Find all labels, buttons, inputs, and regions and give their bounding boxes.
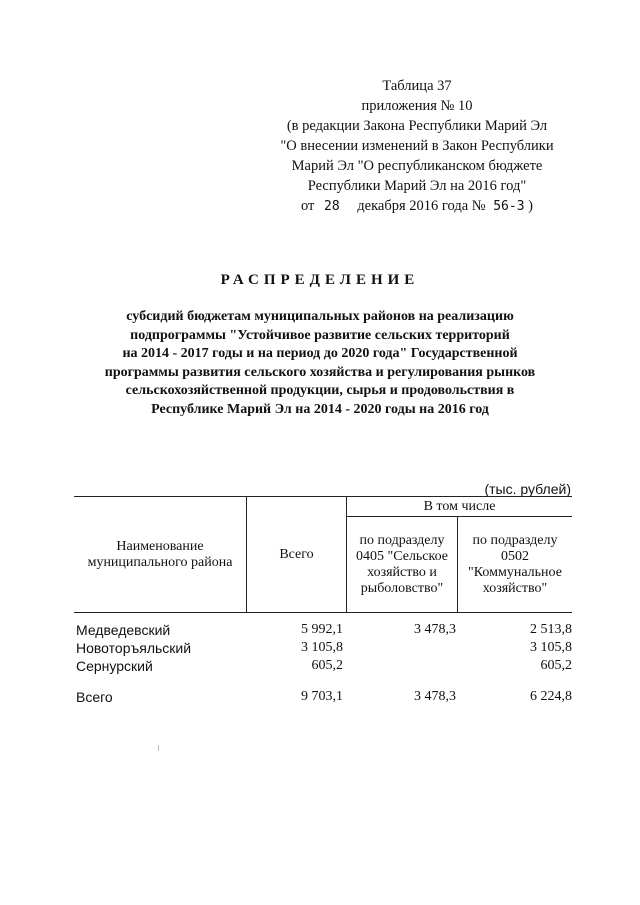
district-name: Новоторъяльский <box>76 640 192 656</box>
scan-mark <box>158 745 159 751</box>
subtitle-line: программы развития сельского хозяйства и регулирования рынков <box>104 364 536 380</box>
subtitle-line: субсидий бюджетам муниципальных районов на реализацию <box>126 309 514 324</box>
appendix-header <box>262 76 572 217</box>
document-title: РАСПРЕДЕЛЕНИЕ <box>220 272 420 288</box>
district-0502: 2 513,8 <box>530 622 572 637</box>
total-label: Всего <box>76 689 113 705</box>
header-line: Республики Марий Эл на 2016 год" <box>307 178 527 194</box>
district-total: 5 992,1 <box>301 622 343 637</box>
header-line: "О внесении изменений в Закон Республики <box>280 138 554 154</box>
header-sub-0405: по подразделу 0405 "Сельское хозяйство и рыболовство" <box>356 533 448 596</box>
header-line: (в редакции Закона Республики Марий Эл <box>286 118 548 134</box>
date-month-year: декабря 2016 года № <box>357 198 486 214</box>
header-line: Марий Эл "О республиканском бюджете <box>291 158 543 174</box>
document-subtitle <box>70 308 570 419</box>
total-0502: 6 224,8 <box>530 689 572 704</box>
subtitle-line: Республике Марий Эл на 2014 - 2020 годы на 2016 год <box>151 401 489 417</box>
header-total: Всего <box>279 546 314 562</box>
total-0405: 3 478,3 <box>414 689 456 704</box>
grand-total: 9 703,1 <box>301 689 343 704</box>
table-row <box>76 622 572 640</box>
district-name: Сернурский <box>76 658 153 674</box>
units-label: (тыс. рублей) <box>484 481 571 497</box>
law-number: 56-З <box>493 199 525 214</box>
subtitle-line: сельскохозяйственной продукции, сырья и продовольствия в <box>125 383 515 398</box>
table-header <box>74 496 572 613</box>
table-total-row <box>76 689 572 707</box>
row-divider <box>346 516 572 517</box>
date-prefix: от <box>300 198 315 214</box>
district-total: 3 105,8 <box>301 640 343 655</box>
header-name: Наименование муниципального района <box>87 538 233 570</box>
table-row <box>76 640 572 658</box>
table-row <box>76 658 572 676</box>
district-0502: 605,2 <box>540 658 572 673</box>
header-sub-0502: по подразделу 0502 "Коммунальное хозяйство" <box>468 533 562 596</box>
header-line: Таблица 37 <box>382 78 452 94</box>
district-name: Медведевский <box>76 622 171 638</box>
date-day: 28 <box>324 199 340 214</box>
subtitle-line: подпрограммы "Устойчивое развитие сельских территорий <box>130 327 510 343</box>
district-total: 605,2 <box>311 658 343 673</box>
subtitle-line: на 2014 - 2017 годы и на период до 2020 года" Государственной <box>122 346 518 361</box>
district-0502: 3 105,8 <box>530 640 572 655</box>
column-divider <box>457 517 458 612</box>
header-date-line <box>262 196 572 217</box>
header-including: В том числе <box>423 498 496 514</box>
header-line: приложения № 10 <box>361 98 473 114</box>
date-suffix: ) <box>528 198 534 214</box>
district-0405: 3 478,3 <box>414 622 456 637</box>
